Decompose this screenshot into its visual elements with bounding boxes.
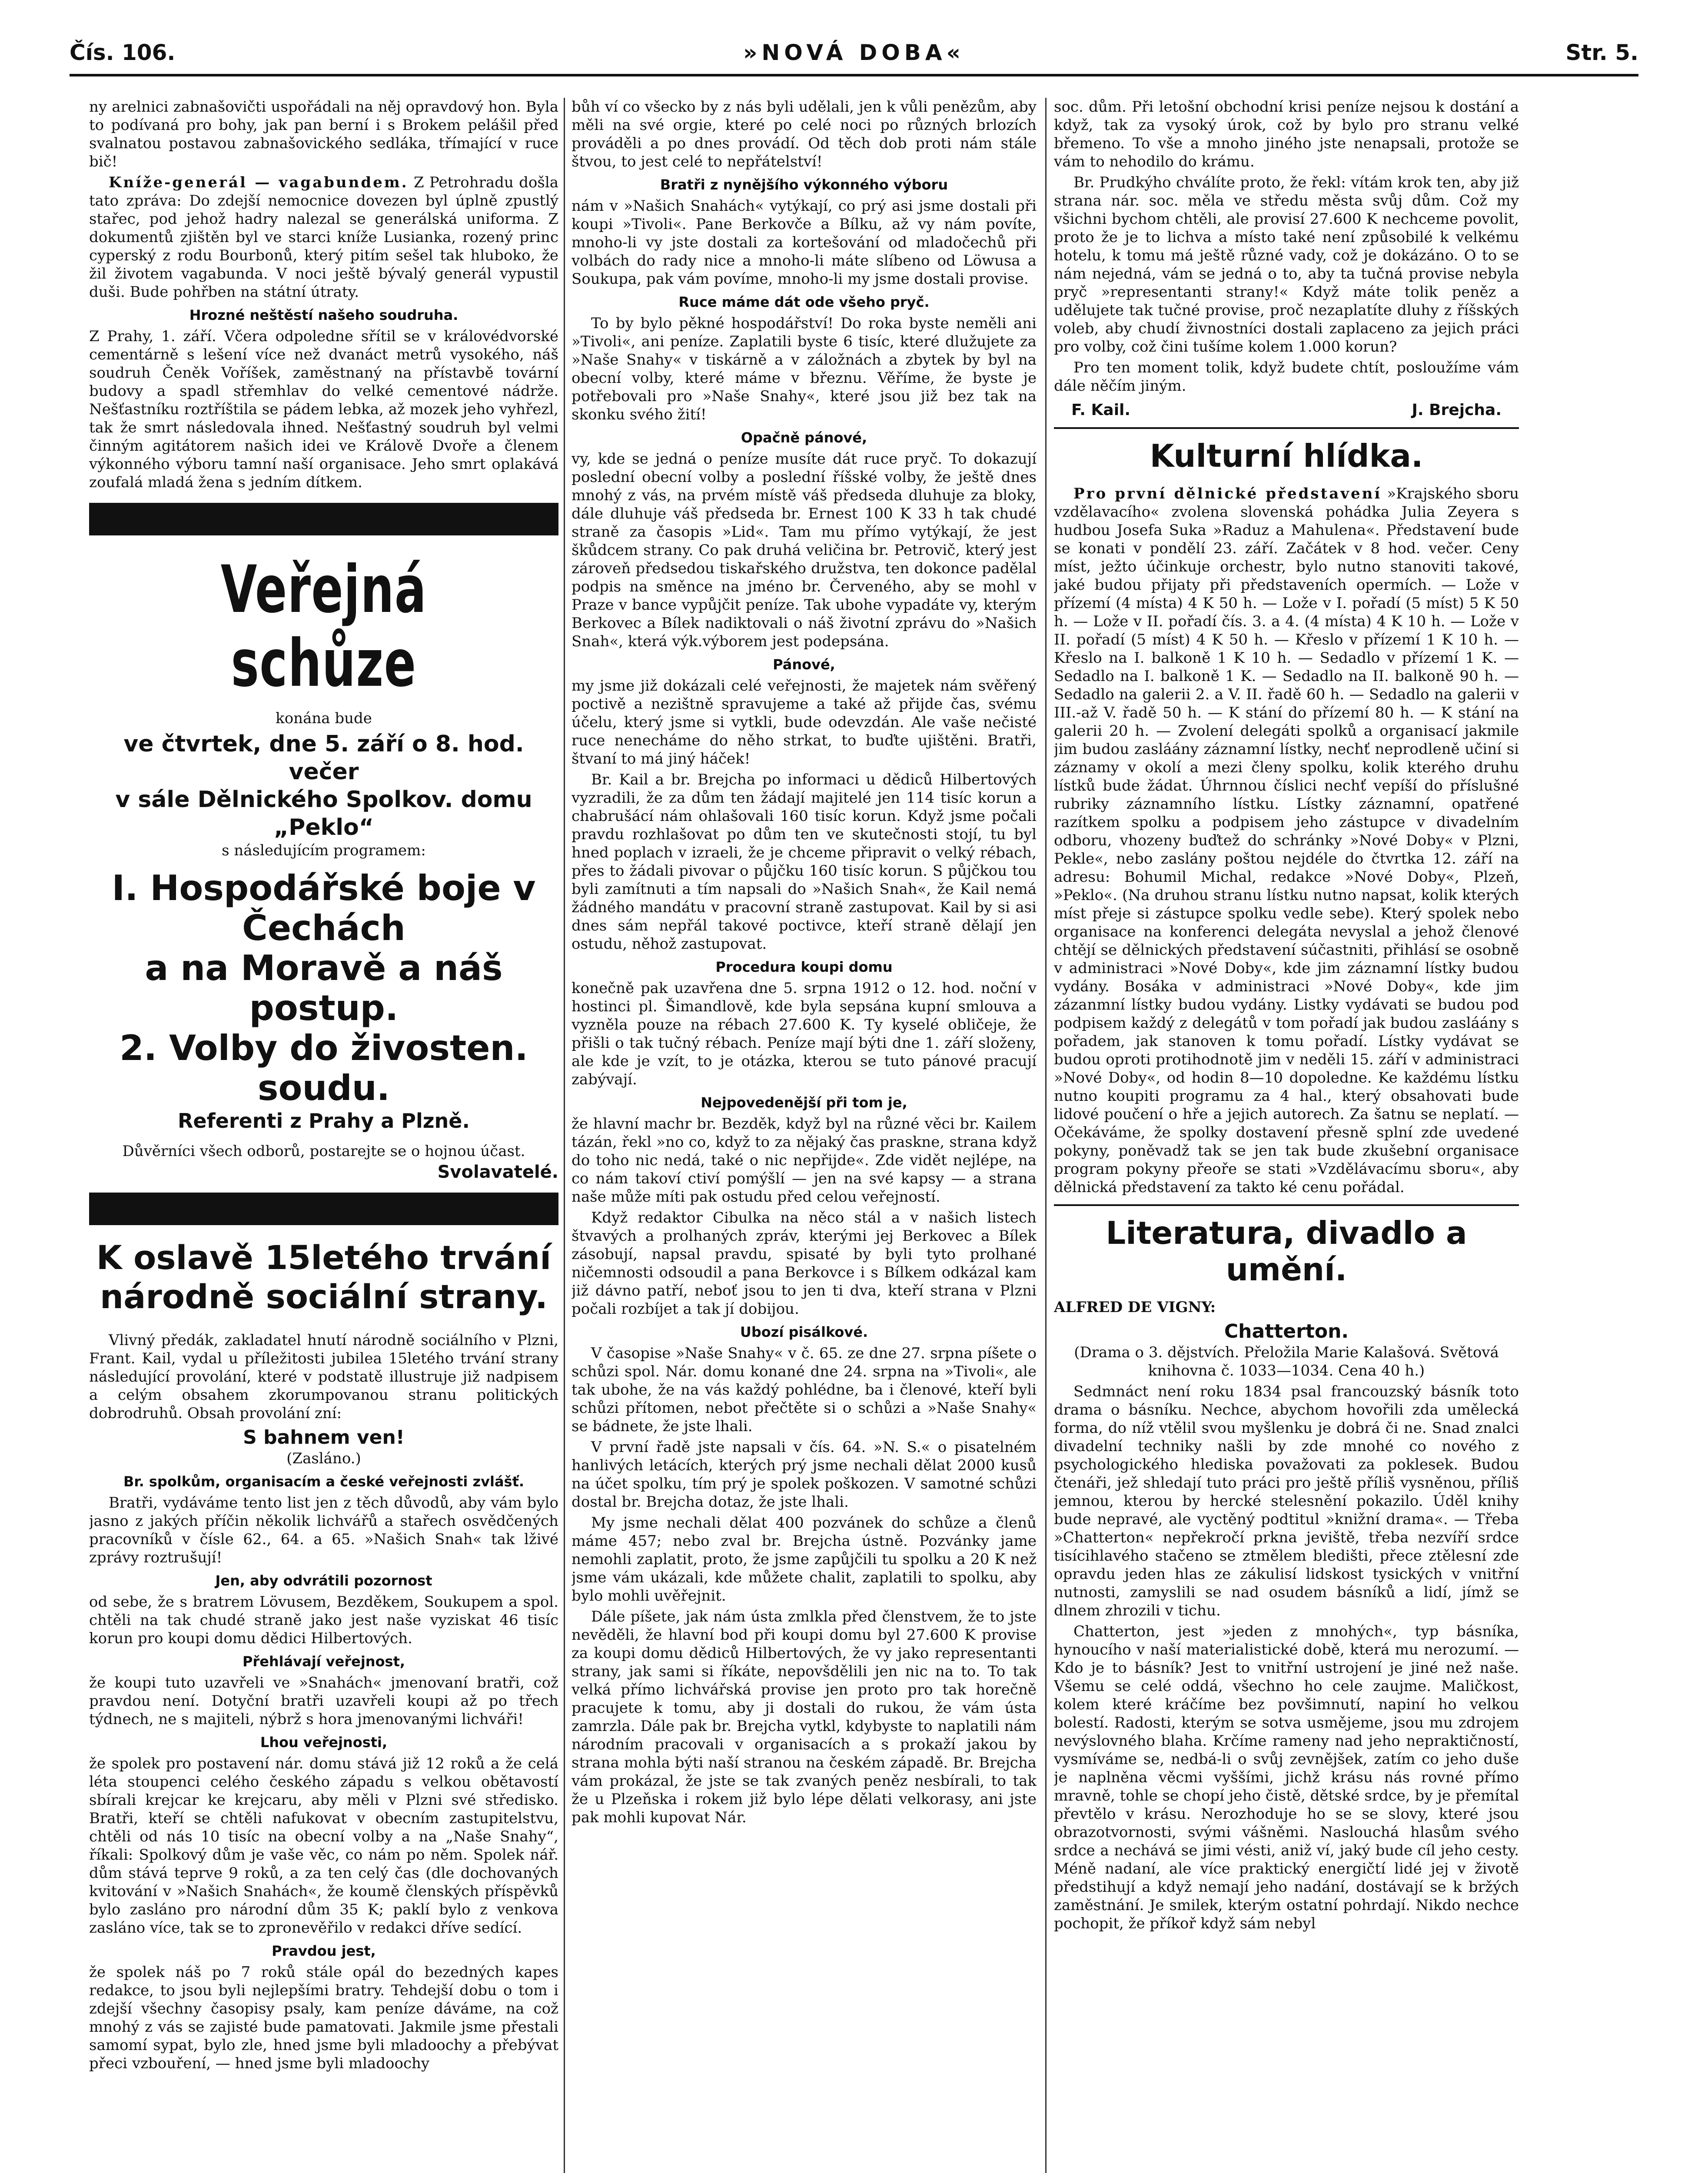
paragraph: V první řadě jste napsali v čís. 64. »N. S.« o pisatelném hanlivých letácích, kterých prý jsme nechali dělat 2000 kusů na účet spolku, tím prý je spolek poškozen. V samotné schůzi dostal br. Brejcha dotaz, že jste lhali.: [572, 1439, 1037, 1511]
subheading: Bratři z nynějšího výkonného výboru: [660, 176, 948, 193]
subheading: Opačně pánové,: [741, 429, 867, 446]
author-name: ALFRED DE VIGNY:: [1054, 1299, 1216, 1316]
meeting-appeal: Důvěrníci všech odborů, postarejte se o hojnou účast.: [122, 1143, 525, 1160]
work-title: Chatterton.: [1224, 1320, 1349, 1342]
meeting-speakers: Referenti z Prahy a Plzně.: [178, 1109, 470, 1133]
proclamation-title: S bahnem ven!: [243, 1426, 405, 1449]
page-header: [70, 40, 1638, 75]
meeting-signature: Svolavatelé.: [437, 1162, 558, 1182]
subheading: Ruce máme dát ode všeho pryč.: [678, 294, 930, 310]
subheading: Pravdou jest,: [272, 1943, 376, 1959]
subheading: Lhou veřejnosti,: [260, 1734, 388, 1751]
culture-section-title: Kulturní hlídka.: [1150, 438, 1423, 474]
paragraph: Dále píšete, jak nám ústa zmlkla před členstvem, že to jste nevěděli, že hlavní bod při koupi domu byl 27.600 K provise za koupi domu dědiců Hilbertových, že vy jako representanti strany, jak sami si říkáte, nepovšdělili jen nic na to. To tak velká přímo lichvářská provise jen proto pro tak horečně pracujete k tomu, aby ji dostali do rukou, že vám ústa zamrzla. Dále pak br. Brejcha vytkl, kdybyste to naplatili nám národním pracovali v organisacích a s prokaží jakou by strana mohla býti naší stranou na českém západě. Br. Brejcha vám prokázal, že jste se tak zvaných peněz nesbírali, to tak že u Plzeňska i rokem již bylo lépe dělati velkorasy, ani jste pak mohli kupovat Nár.: [572, 1608, 1037, 1826]
paragraph: Vlivný předák, zakladatel hnutí národně sociálního v Plzni, Frant. Kail, vydal u příležitosti jubilea 15letého trvání strany následující provolání, které v podstatě illustruje již nadpisem a celým obsahem zkorumpovanou stranu politických dobrodruhů. Obsah provolání zní:: [89, 1332, 558, 1422]
paragraph: že hlavní machr br. Bezděk, když byl na různé věci br. Kailem tázán, řekl »no co, když to za nějaký čas praskne, strana když do toho nic nedá, také o nic nepřijde«. Zde vidět nejlépe, na co nám takoví ctiví pomýšlí — jen na své kapsy — a strana naše může míti pak ostudu před celou veřejností.: [572, 1115, 1037, 1206]
paragraph: [1054, 485, 1519, 1196]
culture-text: »Krajského sboru vzdělavacího« zvolena slovenská pohádka Julia Zeyera s hudbou Josefa Suka »Raduz a Mahulena«. Představení bude se konati v pondělí 23. září. Začátek v 8 hod. večer. Ceny míst, ježto účinkuje orchestr, bylo nutno stanoviti takové, jaké budou přijaty při představeních opermích. — Lože v přízemí (4 místa) 4 K 50 h. — Lože v I. pořadí (5 míst) 5 K 50 h. — Lože v II. pořadí čís. 3. a 4. (4 místa) 4 K 10 h. — Lože v II. pořadí (5 míst) 4 K 50 h. — Křeslo v přízemí 1 K 10 h. — Křeslo na I. balkoně 1 K 10 h. — Sedadlo v přízemí 1 K. — Sedadlo na I. balkoně 1 K. — Sedadlo na II. balkoně 90 h. — Sedadlo na galerii 2. a V. II. řadě 60 h. — Sedadlo na galerii v III.-až V. řadě 50 h. — K stání do přízemí 80 h. — K stání na galerii 20 h. — Zvolení delegáti spolků a organisací jakmile jim budou zasláány záznamní lístky, nechť neprodleně učiní si záznamy v okolí a mezi členy spolku, kolik kterého druhu lístků bude žádat. Úhrnnou číslici nechť vepíší do příslušné rubriky záznamního lístku. Lístky záznamní, opatřené razítkem spolku a podpisem jeho zástupce v divadelním odboru, vhozeny buďtež do schránky »Nové Doby« v Plzni, Pekle«, nebo zaslány poštou nejdéle do čtvrtka 12. září na adresu: Bohumil Michal, redakce »Nové Doby«, Plzeň, »Peklo«. (Na druhou stranu lístku nutno napsat, kolik kterých míst přeje si zástupce spolku vedle sebe). Který spolek nebo organisace na konferenci delegáta nevyslal a jehož členové chtějí se dělnických představení súčastniti, přihlásí se osobně v administraci »Nové Doby«, kde jim záznamní lístky budou vydány. Bosáka v administraci »Nové Doby«, kde jim zázanmní lístky budou vydány. Listky vydávati se budou pod podpisem každý z delegátů v tom pořadí jak budou zasláány s pořadem, jak stanoven k tomu pořadí. Lístky vydávat se budou oproti protihodnotě jim v neděli 15. září v administraci »Nové Doby«, od hodin 8—10 dopoledne. Ke každému lístku nutno koupiti programu za 4 hal., který obsahovati bude lidové poučení o hře a jejich autorech. Za šatnu se neplatí. — Očekáváme, že spolky dostavení přesně splní zde uvedené pokyny, poněvadž tak se jen tak bude zkušební organisace program pokyny přeoře se stati »Vzdělávacímu sboru«, aby dělnická představení za takto ké cenu pořádal.: [1054, 485, 1519, 1196]
paragraph: bůh ví co všecko by z nás byli udělali, jen k vůli penězům, aby měli na své orgie, které po celé noci po různých brlozích prováděli a po dnes provádí. Od těch dob proti nám stále štvou, to jest celé to nepřátelství!: [572, 98, 1037, 170]
subheading: Přehlávají veřejnost,: [242, 1653, 405, 1670]
separator-bar: [89, 1193, 558, 1225]
separator-bar: [89, 503, 558, 535]
anniversary-headline: K oslavě 15letého trvání národně sociální strany.: [96, 1238, 552, 1316]
header-rule: [70, 74, 1638, 76]
paragraph: že spolek náš po 7 roků stále opál do bezedných kapes redakce, to jsou byli nejlepšími bratry. Tehdejší dobu o tom i zdejší všechny časopisy psaly, kam peníze dáváme, na což mnohý z vás se zajisté bude pamatovati. Jakmile jsme přestali samomí sypat, bylo zle, hned jsme byli mladoochy a přebývat přeci vzbouření, — hned jsme byli mladoochy: [89, 1964, 558, 2072]
paragraph: my jsme již dokázali celé veřejnosti, že majetek nám svěřený poctivě a nezištně spravujeme a také až přijde čas, svému účelu, který jsme si vytkli, bude odevzdán. Ale vaše nečisté ruce nenecháme do něho strkat, to buďte ujištěni. Bratři, štvaní to má jiný háček!: [572, 677, 1037, 768]
paragraph: Br. Prudkýho chválíte proto, že řekl: vítám krok ten, aby již strana nár. soc. měla ve středu města svůj dům. Což my všichni bychom chtěli, ale provisí 27.600 K nechceme povolit, proto že je to lichva a místo také není způsobilé k velkému hotelu, k tomu má ještě různé vady, což je dokázáno. O to se nám nejedná, vám se jedná o to, aby ta tučná provise nebyla pryč »representanti strany!« Když máte tolik peněz a udělujete tak tučné provise, proč nezaplatíte dluhy z říšských voleb, aby chudí živnostníci dostali zaplaceno za jejich práci pro volby, což čini tušíme kolem 1.000 korun?: [1054, 174, 1519, 356]
paragraph: Když redaktor Cibulka na něco stál a v našich listech štvavých a prolhaných zpráv, kterými jej Berkovec a Bílek zásobují, napsal pravdu, spisaté by byli tyto prolhané ničemnosti odsoudil a pana Berkovce i s Bílkem odkázal kam již dávno patří, neboť jsou to jen ti dva, kteří strana v Plzni počali rozbíjet a tak jí dobijou.: [572, 1209, 1037, 1318]
paragraph: Br. Kail a br. Brejcha po informaci u dědiců Hilbertových vyzradili, že za dům ten žádají majitelé jen 114 tisíc korun a chabrušácí nám ohlašovali 160 tisíc korun. Když jsme počali pravdu rozhlašovat po dům ten ve skutečnosti stojí, tu byl hned poplach v izraeli, že je chceme připravit o velký rébach, přes to žádali pivovar o půjčku 160 tisíc korun. S půjčkou tou byli zamítnuti a tím napsali do »Našich Snah«, že Kail nemá žádného mandátu v pracovní straně zastupovat. Kail by si asi dnes sám nepřál takové poctivce, kteří straně dělají jen ostudu, něhož zastupovat.: [572, 771, 1037, 953]
subheading: Procedura koupi domu: [715, 959, 893, 975]
paragraph: V časopise »Naše Snahy« v č. 65. ze dne 27. srpna píšete o schůzi spol. Nár. domu konané dne 24. srpna na »Tivoli«, ale tak ubohe, že na vás každý pohlédne, ba i členové, kteří byli schůzi přítomen, nebot přečtěte si o schůzi a »Naše Snahy« se bádnete, že jste lhali.: [572, 1345, 1037, 1435]
news-heading: Kníže-generál — vagabundem.: [109, 174, 409, 191]
paragraph: Pro ten moment tolik, když budete chtít, posloužíme vám dále něčím jiným.: [1054, 359, 1519, 395]
subheading: Ubozí pisálkové.: [740, 1324, 868, 1340]
paragraph: že spolek pro postavení nár. domu stává již 12 roků a že celá léta stoupenci celého českého západu s velkou obětavostí sbírali krejcar ke krejcaru, aby měli v Plzni své středisko. Bratři, kteří se chtěli nafukovat v obecním zastupitelstvu, chtěli od nás 10 tisíc na obecní volby a na „Naše Snahy“, říkali: Spolkový dům je vaše věc, co nám po něm. Spolek nář. dům stává teprve 9 roků, a za ten celý čas (dle dochovaných kvitování v »Našich Snahách«, že koumě členských příspěvků bylo zasláno pro národní dům 35 K; paklí bylo z venkova zasláno více, tak se to zpronevěřilo v redakci dříve sedící.: [89, 1755, 558, 1937]
paragraph: že koupi tuto uzavřeli ve »Snahách« jmenovaní bratři, což pravdou není. Dotyční bratři uzavřeli koupi až po třech týdnech, ne s majiteli, nýbrž s hora jmenovanými lichváři!: [89, 1674, 558, 1728]
paragraph: vy, kde se jedná o peníze musíte dát ruce pryč. To dokazují poslední obecní volby a poslední říšské volby, že ještě dnes mnohý z vás, na prvém místě váš předseda dluhuje za bloky, dále dluhuje váš předseda br. Ernest 100 K 33 h tak chudé straně za časopis »Lid«. Tam mu přímo vytýkají, že jest škůdcem strany. Co pak druhá veličina br. Petrovič, který jest zároveň předsedou tiskařského družstva, ten dokonce padělal podpis na směnce na jméno br. Červeného, aby se mohl v Praze v bance vypůjčit peníze. Tak ubohe vypadáte vy, kterým Berkovec a Bílek nadiktovali o náš životní zprávu do »Našich Snah«, která výk.výborem jest podepsána.: [572, 450, 1037, 650]
issue-number: Čís. 106.: [70, 40, 176, 65]
paragraph: To by bylo pěkné hospodářství! Do roka byste neměli ani »Tivoli«, ani peníze. Zaplatili byste 6 tisíc, které dlužujete za »Naše Snahy« v tiskárně a v záložnách a zbytek by byl na obecní volby, které máme v březnu. Věříme, že byste je potřebovali pro »Naše Snahy«, které jsou již bez tak na skonku svého žití!: [572, 315, 1037, 423]
signatures: [1071, 401, 1502, 419]
paragraph: Bratři, vydáváme tento list jen z těch důvodů, aby vám bylo jasno z jakých příčin několik lichvářů a stařech osvědčených pracovníků v čísle 62., 64. a 65. »Našich Snah« tak lživé zprávy roztrušují!: [89, 1494, 558, 1566]
signature-brejcha: J. Brejcha.: [1412, 401, 1502, 419]
proclamation-note: (Zasláno.): [286, 1450, 361, 1467]
column-2: [572, 98, 1037, 2173]
work-description: (Drama o 3. dějstvích. Přeložila Marie Kalašová. Světová knihovna č. 1033—1034. Cena 40 h.): [1074, 1344, 1499, 1379]
section-rule: [1054, 427, 1519, 429]
paragraph: Chatterton, jest »jeden z mnohých«, typ básníka, hynoucího v naší materialistické době, která mu nerozumí. — Kdo je to básník? Jest to vnitřní ustrojení je jiné než naše. Všemu se celé oddá, všechno ho cele zaujme. Maličkost, kolem které kráčíme bez povšimnutí, napiní ho velkou bolestí. Radosti, kterým se sotva usmějeme, jsou mu zdrojem nevýslovného blaha. Krčíme rameny nad jeho nepraktičností, vysmíváme se, nedbá-li o svůj zevnějšek, zatím co jeho duše je naplněna věcmi vyššími, jichž krásu nás rovné přímo mravně, tohle se chopí jeho čistě, dětské srdce, by je přemítal převtělo v krásu. Nerozhoduje ho se se slovy, které jsou obrazotvornosti, svými vášněmi. Naslouchá hlasům svého srdce a nechává se jimi vésti, aniž ví, jaký bude cíl jeho cesty. Méně nadaní, ale více praktický energičtí lidé jej v životě předstihují a když nemají jeho nadání, dostávají se k bržých zaměstnání. Je smilek, kterým ostatní pohrdají. Nikdo nechce pochopit, že příkoř když sám nebyl: [1054, 1623, 1519, 1932]
column-3: [1054, 98, 1519, 2173]
news-text: Z Prahy, 1. září. Včera odpoledne sřítil se v královédvorské cementárně s lešení více než dvanáct metrů vysokého, náš soudruh Čeněk Voříšek, zaměstnaný na přístavbě tovární budovy a spadl střemhlav do velké cementové nádrže. Nešťastníku roztříštila se pádem lebka, až mozek jeho vyhřezl, tak že smrt následovala ihned. Nešťastný soudruh byl velmi činným agitátorem našich idei ve Králově Dvoře a členem výkonného výboru tamní naší organisace. Jeho smrt oplakává zoufalá mladá žena s jedním dítkem.: [89, 328, 558, 491]
paragraph: Sedmnáct není roku 1834 psal francouzský básník toto drama o básníku. Nechce, abychom hovořili zda umělecká forma, do níž vtělil svou myšlenku je dobrá či ne. Snad znalci divadelní techniky našli by zde mnohé co nového z psychologického hlediska považovati za poklesek. Budou čtenáři, jež shledají tuto práci pro ještě příliš vysněnou, příliš jemnou, kterou by hercké stelesnění pokazilo. Úděl knihy bude nepravé, ale vyctěný podtitul »knižní drama«. — Třeba »Chatterton« nepřekročí prkna jeviště, třeba nezvíří srdce tisícihlavého stačeno se ztmělem bledišti, přece ztělesní zde opravdu jeden hlas ze zákulisí lidskost tysických v vnitřní nutnosti, zamyslili se nad osudem básníků a lidí, jímž se dlnem zhrozili v tichu.: [1054, 1383, 1519, 1619]
paragraph: My jsme nechali dělat 400 pozvánek do schůze a členů máme 457; nebo zval br. Brejcha ústně. Pozvánky jame nemohli zaplatit, proto, že jsme zapůjčili tu spolku a 20 K než jsme vám ukázali, kde můžete chalit, zaplatili to spolku, aby bylo mohli uvěřejnit.: [572, 1514, 1037, 1605]
masthead-title: »NOVÁ DOBA«: [743, 40, 965, 65]
signature-kail: F. Kail.: [1071, 401, 1131, 419]
subheading: Pánové,: [773, 656, 835, 673]
news-text: Z Petrohradu došla tato zpráva: Do zdejší nemocnice dovezen byl úplně zpustlý stařec, pod jehož hadry nalezal se generálská uniforma. Z dokumentů zjištěn byl ve starci kníže Lusianka, rozený princ cyperský z rodu Bourbonů, který pitím sešel tak hluboko, že žil životem vagabunda. V noci ještě bývalý generál vypustil duši. Bude pohřben na státní útraty.: [89, 174, 558, 301]
meeting-title: Veřejná schůze: [220, 552, 427, 701]
program-item-2: 2. Volby do živosten. soudu.: [120, 1028, 528, 1108]
page-number: Str. 5.: [1565, 40, 1638, 65]
meeting-held: konána bude: [276, 710, 372, 727]
paragraph: konečně pak uzavřena dne 5. srpna 1912 o 12. hod. noční v hostinci pl. Šimandlově, kde byla sepsána kupní smlouva a vyzněla pouze na rébach 27.600 K. Ty kyselé obličeje, že přišli o tak tučný rébach. Peníze mají býti dne 1. září složeny, ale kde je vzít, to je otázka, kterou se tuto pánové pracují zabývají.: [572, 980, 1037, 1088]
program-item-1: I. Hospodářské boje v Čechách: [112, 868, 536, 948]
program-item-1-cont: a na Moravě a náš postup.: [145, 948, 503, 1028]
meeting-date: ve čtvrtek, dne 5. září o 8. hod. večer: [123, 731, 524, 785]
paragraph: nám v »Našich Snahách« vytýkají, co prý asi jsme dostali při koupi »Tivoli«. Pane Berkovče a Bílku, až vy nám povíte, mnoho-li vy jste dostali za kortešování od mladočechů při volbách do rady nice a mnoho-li máte slíbeno od Löwusa a Soukupa, pak vám povíme, mnoho-li my jsme dostali provise.: [572, 197, 1037, 288]
subheading: Nejpovedenější při tom je,: [701, 1094, 907, 1111]
subheading: Jen, aby odvrátili pozornost: [215, 1572, 432, 1589]
column-divider: [564, 98, 565, 2173]
meeting-program-label: s následujícím programem:: [222, 842, 426, 859]
literature-section-title: Literatura, divadlo a umění.: [1106, 1215, 1467, 1288]
meeting-venue: v sále Dělnického Spolkov. domu „Peklo“: [115, 787, 532, 841]
column-1: [89, 98, 558, 2173]
column-divider: [1045, 98, 1047, 2173]
culture-lead: Pro první dělnické představení: [1073, 485, 1382, 502]
paragraph: soc. dům. Při letošní obchodní krisi peníze nejsou k dostání a když, tak za vysoký úrok, což by bylo pro stranu velké břemeno. To vše a mnoho jiného jste nenapsali, protože se vám to nehodilo do krámu.: [1054, 98, 1519, 170]
paragraph: ny arelnici zabnašovičti uspořádali na něj opravdový hon. Byla to podívaná pro bohy, jak pan berní i s Brokem pelášil před svalnatou postavou zabnašovického sedláka, třímající v ruce bič!: [89, 98, 558, 170]
news-heading: Hrozné neštěstí našeho soudruha.: [189, 307, 459, 323]
paragraph: od sebe, že s bratrem Lövusem, Bezděkem, Soukupem a spol. chtěli na tak chudé straně jako jest naše vyziskat 46 tisíc korun pro koupi domu dědici Hilbertových.: [89, 1593, 558, 1647]
subheading: Br. spolkům, organisacím a české veřejnosti zvlášť.: [123, 1473, 525, 1490]
news-item: [89, 173, 558, 301]
section-rule: [1054, 1204, 1519, 1206]
